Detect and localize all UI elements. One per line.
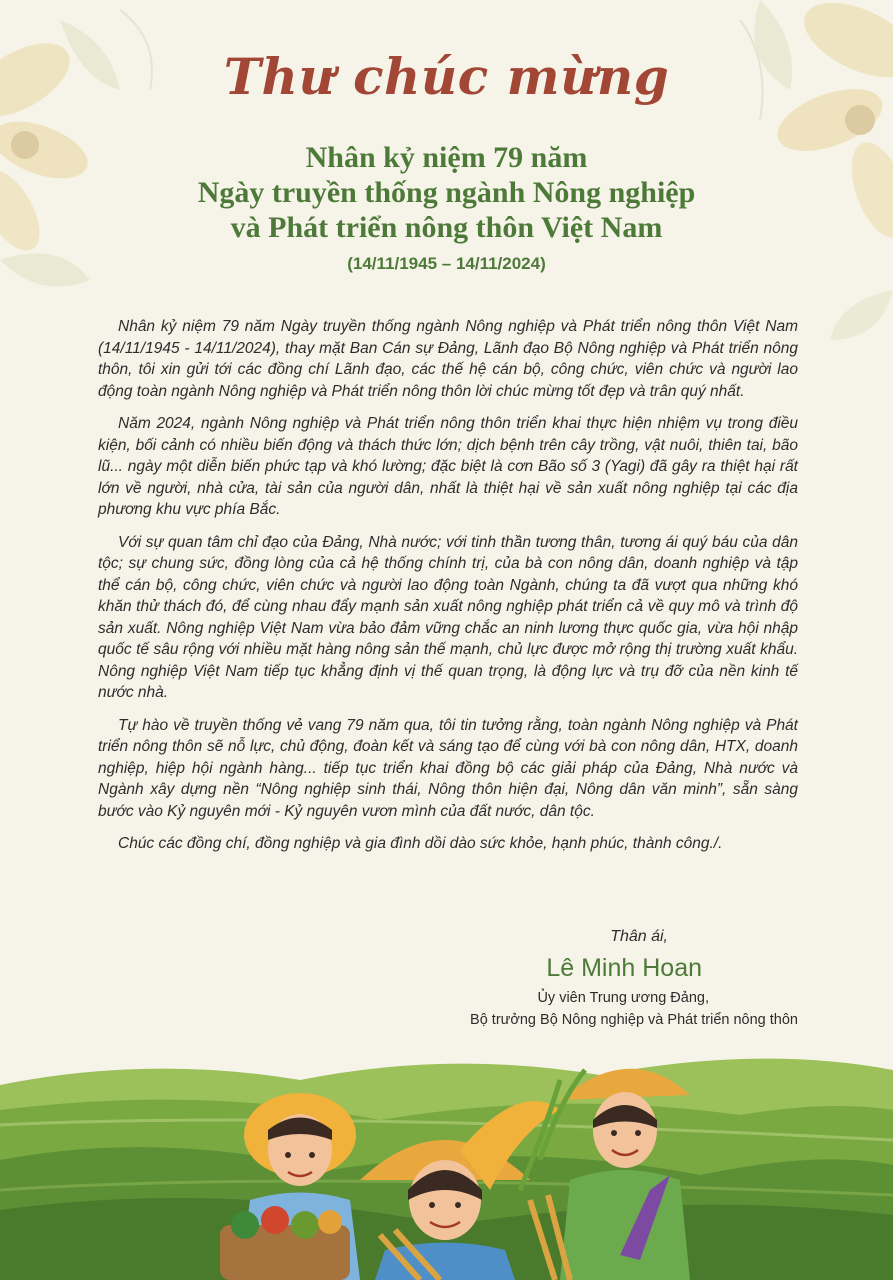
body-paragraph: Với sự quan tâm chỉ đạo của Đảng, Nhà nước; với tinh thần tương thân, tương ái quý báu của dân tộc; sự chung sức, đồng lòng của cả hệ thống chính trị, của bà con nông dân, doanh nghiệp và tập thể cán bộ, công chức, viên chức và người lao động toàn Ngành, chúng ta đã vượt qua những khó khăn thử thách đó, để cùng nhau đẩy mạnh sản xuất nông nghiệp phát triển cả về quy mô và trình độ sản xuất. Nông nghiệp Việt Nam vừa bảo đảm vững chắc an ninh lương thực quốc gia, vừa hội nhập quốc tế sâu rộng với nhiều mặt hàng nông sản thế mạnh, chủ lực được mở rộng thị trường xuất khẩu. Nông nghiệp Việt Nam tiếp tục khẳng định vị thế quan trọng, là động lực và trụ đỡ của nền kinh tế nước nhà. — [98, 533, 798, 701]
occasion-line: Ngày truyền thống ngành Nông nghiệp — [197, 176, 696, 209]
closing-salutation: Thân ái, — [610, 928, 668, 945]
body-paragraph: Nhân kỷ niệm 79 năm Ngày truyền thống ngành Nông nghiệp và Phát triển nông thôn Việt Nam (14/11/1945 - 14/11/2024), thay mặt Ban Cán sự Đảng, Lãnh đạo Bộ Nông nghiệp và Phát triển nông thôn, tôi xin gửi tới các đồng chí Lãnh đạo, các thế hệ cán bộ, công chức, viên chức và người lao động toàn ngành Nông nghiệp và Phát triển nông thôn lời chúc mừng tốt đẹp và trân quý nhất. — [98, 318, 798, 400]
anniversary-dates: (14/11/1945 – 14/11/2024) — [347, 254, 546, 273]
body-paragraph: Tự hào về truyền thống vẻ vang 79 năm qua, tôi tin tưởng rằng, toàn ngành Nông nghiệp và Phát triển nông thôn sẽ nỗ lực, chủ động, đoàn kết và sáng tạo để cùng với bà con nông dân, HTX, doanh nghiệp, hiệp hội ngành hàng... tiếp tục triển khai đồng bộ các giải pháp của Đảng, Nhà nước và Ngành xây dựng nền “Nông nghiệp sinh thái, Nông thôn hiện đại, Nông dân văn minh”, sẵn sàng bước vào Kỷ nguyên mới - Kỷ nguyên vươn mình của đất nước, dân tộc. — [98, 716, 798, 820]
occasion-heading — [0, 140, 893, 245]
signer-title: Bộ trưởng Bộ Nông nghiệp và Phát triển nông thôn — [470, 1012, 798, 1028]
letter-body — [98, 316, 798, 866]
signer-position: Ủy viên Trung ương Đảng, — [537, 990, 709, 1006]
signer-name: Lê Minh Hoan — [546, 954, 702, 982]
signature-block — [400, 928, 798, 1031]
letter-title: Thư chúc mừng — [223, 47, 670, 106]
body-paragraph: Năm 2024, ngành Nông nghiệp và Phát triển nông thôn triển khai thực hiện nhiệm vụ trong điều kiện, bối cảnh có nhiều biến động và thách thức lớn; dịch bệnh trên cây trồng, vật nuôi, thiên tai, bão lũ... ngày một diễn biến phức tạp và khó lường; đặc biệt là cơn Bão số 3 (Yagi) đã gây ra thiệt hại rất lớn về người, nhà cửa, tài sản của người dân, nhất là thiệt hại về sản xuất nông nghiệp tại các địa phương khu vực phía Bắc. — [98, 415, 798, 518]
body-paragraph: Chúc các đồng chí, đồng nghiệp và gia đình dồi dào sức khỏe, hạnh phúc, thành công./. — [118, 835, 723, 852]
occasion-line: Nhân kỷ niệm 79 năm — [305, 141, 588, 174]
occasion-line: và Phát triển nông thôn Việt Nam — [230, 211, 663, 244]
